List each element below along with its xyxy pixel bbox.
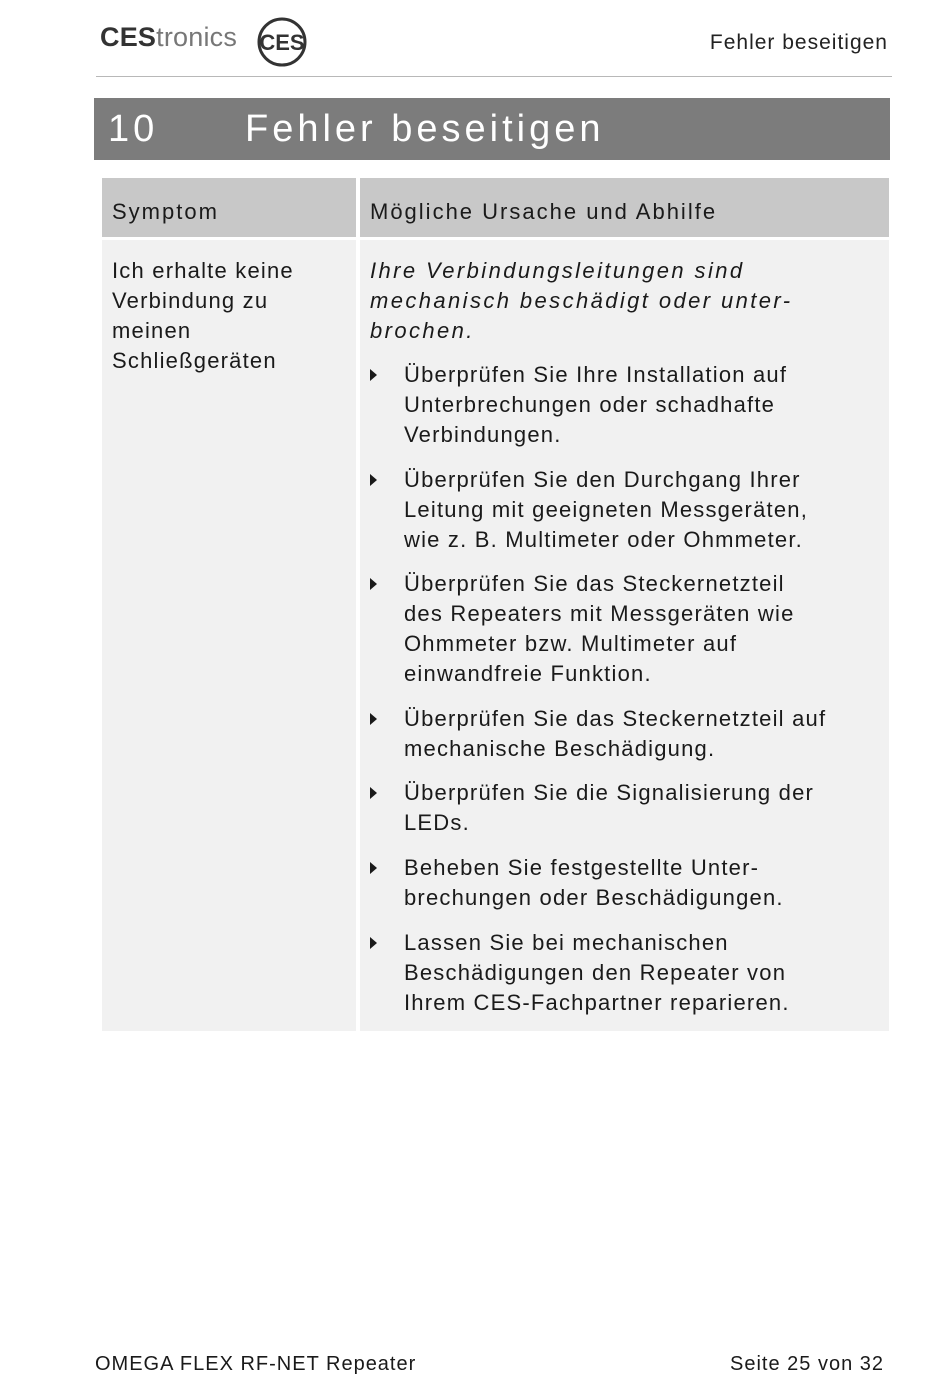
- symptom-line: Schließgeräten: [112, 348, 277, 373]
- remedy-item: [370, 569, 881, 689]
- remedy-line: Leitung mit geeigneten Messgeräten,: [404, 496, 809, 522]
- chapter-title: Fehler beseitigen: [245, 108, 605, 150]
- remedy-line: mechanische Beschädigung.: [404, 735, 716, 761]
- logo-text-light: tronics: [156, 22, 238, 52]
- cause-line: brochen.: [370, 318, 475, 343]
- remedy-line: Beschädigungen den Repeater von: [404, 959, 787, 985]
- remedy-item: [370, 704, 881, 764]
- logo-mark-text: CES: [259, 30, 305, 55]
- triangle-bullet-icon: [370, 937, 377, 949]
- ces-logo-icon: [256, 16, 308, 68]
- cause-line: mechanisch beschädigt oder unter-: [370, 288, 793, 313]
- remedy-line: Ohmmeter bzw. Multimeter auf: [404, 631, 738, 657]
- cause-line: Ihre Verbindungsleitungen sind: [370, 258, 745, 283]
- remedy-item: [370, 853, 881, 913]
- cause-remedy-cell: [360, 240, 889, 1031]
- remedy-line: Überprüfen Sie die Signalisierung der: [404, 780, 815, 806]
- remedy-item: [370, 928, 881, 1018]
- triangle-bullet-icon: [370, 862, 377, 874]
- remedy-line: LEDs.: [404, 810, 470, 836]
- remedy-line: Überprüfen Sie Ihre Installation auf: [404, 362, 788, 387]
- symptom-line: meinen: [112, 318, 192, 343]
- remedy-line: wie z. B. Multimeter oder Ohmmeter.: [404, 526, 803, 552]
- column-header-symptom: Symptom: [102, 178, 356, 237]
- column-header-cause-remedy: Mögliche Ursache und Abhilfe: [360, 178, 889, 237]
- remedy-line: Lassen Sie bei mechanischen: [404, 929, 729, 955]
- triangle-bullet-icon: [370, 713, 377, 725]
- remedy-line: Unterbrechungen oder schadhafte: [404, 392, 776, 417]
- remedy-list: [370, 360, 881, 1018]
- remedy-line: Verbindungen.: [404, 422, 562, 447]
- triangle-bullet-icon: [370, 578, 377, 590]
- remedy-item: [370, 360, 881, 450]
- symptom-text: [112, 256, 346, 376]
- remedy-line: Beheben Sie festgestellte Unter-: [404, 854, 760, 880]
- remedy-line: Ihrem CES-Fachpartner reparieren.: [404, 989, 790, 1015]
- remedy-line: des Repeaters mit Messgeräten wie: [404, 601, 795, 627]
- triangle-bullet-icon: [370, 369, 377, 381]
- symptom-cell: [102, 240, 356, 1031]
- brand-logo-text: [100, 22, 237, 53]
- cause-text: [370, 256, 881, 346]
- remedy-line: Überprüfen Sie das Steckernetzteil: [404, 571, 785, 597]
- remedy-item: [370, 778, 881, 838]
- chapter-heading-bar: [94, 98, 890, 160]
- triangle-bullet-icon: [370, 474, 377, 486]
- remedy-line: Überprüfen Sie den Durchgang Ihrer: [404, 466, 801, 492]
- remedy-item: [370, 465, 881, 555]
- remedy-line: einwandfreie Funktion.: [404, 661, 652, 687]
- footer-product-name: OMEGA FLEX RF-NET Repeater: [95, 1353, 417, 1375]
- page-header: [96, 14, 892, 77]
- footer-page-number: Seite 25 von 32: [730, 1353, 884, 1375]
- header-section-title: Fehler beseitigen: [709, 31, 888, 54]
- chapter-number: 10: [108, 108, 159, 150]
- troubleshooting-table: [102, 178, 889, 1031]
- symptom-line: Ich erhalte keine: [112, 258, 294, 283]
- triangle-bullet-icon: [370, 787, 377, 799]
- remedy-line: Überprüfen Sie das Steckernetzteil auf: [404, 705, 827, 731]
- symptom-line: Verbindung zu: [112, 288, 269, 313]
- remedy-line: brechungen oder Beschädigungen.: [404, 884, 784, 910]
- logo-text-bold: CES: [100, 22, 157, 52]
